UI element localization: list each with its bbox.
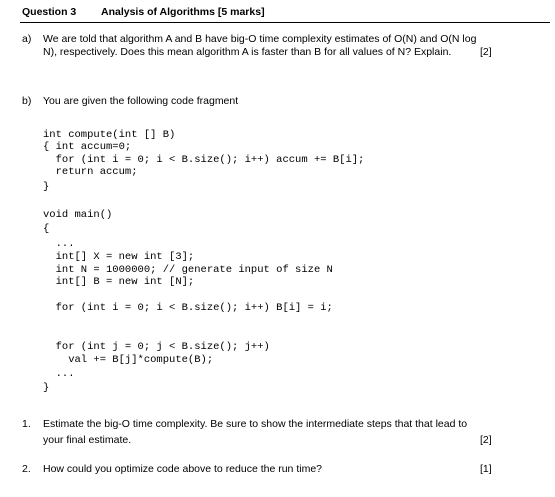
part-a-label: a) [22,33,32,45]
code-line: } [43,181,50,193]
question-1-marks: [2] [480,434,492,446]
code-line: { int accum=0; [43,141,132,153]
part-a-text-line-2: N), respectively. Does this mean algorithm A is faster than B for all values of N? Explain. [43,46,452,58]
code-line: val += B[j]*compute(B); [43,354,214,366]
code-line: for (int i = 0; i < B.size(); i++) accum += B[i]; [43,154,365,166]
question-1-text-line-2: your final estimate. [43,434,132,446]
code-line: } [43,382,50,394]
part-b-label: b) [22,95,32,107]
part-a-marks: [2] [480,46,492,58]
code-line: for (int i = 0; i < B.size(); i++) B[i] = i; [43,302,333,314]
header-divider [20,22,550,23]
question-2-marks: [1] [480,463,492,475]
part-a-text-line-1: We are told that algorithm A and B have big-O time complexity estimates of O(N) and O(N log [43,33,477,45]
question-1-text-line-1: Estimate the big-O time complexity. Be sure to show the intermediate steps that that lead to [43,418,468,430]
question-number: Question 3 [22,6,77,18]
code-line: int compute(int [] B) [43,129,176,141]
code-line: int N = 1000000; // generate input of size N [43,264,333,276]
code-line: return accum; [43,166,138,178]
part-b-intro: You are given the following code fragment [43,95,239,107]
code-line: int[] X = new int [3]; [43,251,195,263]
question-2-number: 2. [22,463,31,475]
code-line: int[] B = new int [N]; [43,276,195,288]
question-title: Analysis of Algorithms [5 marks] [101,6,265,18]
code-line: void main() [43,209,113,221]
question-2-text: How could you optimize code above to reduce the run time? [43,463,322,475]
question-1-number: 1. [22,418,31,430]
code-line: for (int j = 0; j < B.size(); j++) [43,341,270,353]
code-line: ... [43,238,75,250]
code-line: ... [43,368,75,380]
code-line: { [43,223,50,235]
